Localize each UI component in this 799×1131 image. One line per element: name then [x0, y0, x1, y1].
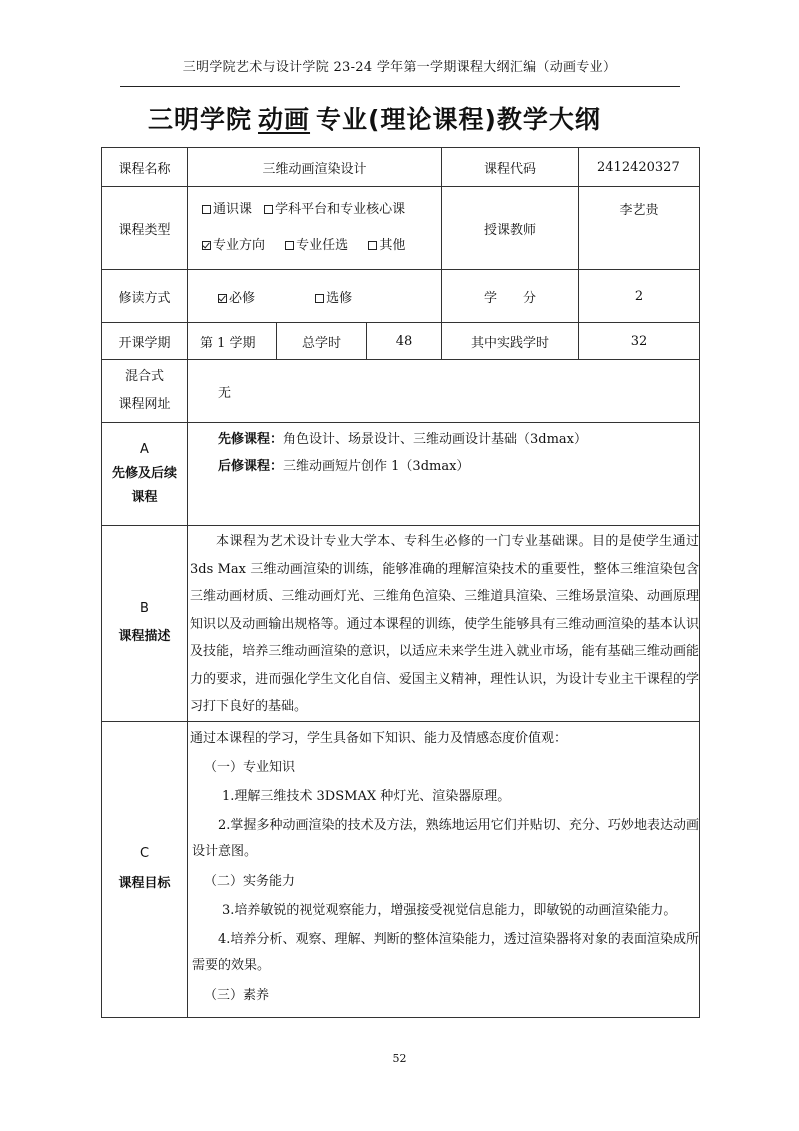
checkbox-icon [315, 294, 324, 303]
page-number: 52 [392, 1052, 407, 1065]
option-label: 其他 [379, 238, 406, 253]
section-a-title-line-1: 先修及后续 [111, 466, 177, 481]
hybrid-url-value: 无 [188, 360, 700, 423]
section-a-title-line-2: 课程 [131, 490, 158, 505]
goals-intro: 通过本课程的学习，学生具备如下知识、能力及情感态度价值观： [190, 730, 568, 746]
checked-box-icon [218, 294, 227, 303]
checked-box-icon [202, 241, 211, 250]
checkbox-icon [202, 205, 211, 214]
option-direction[interactable] [202, 238, 265, 253]
section-a-letter: A [140, 442, 149, 457]
post-course-line [218, 453, 699, 480]
checkbox-icon [368, 241, 377, 250]
option-label: 专业任选 [296, 238, 349, 253]
section-a-heading [102, 423, 188, 526]
row-course-name [102, 148, 700, 187]
checkbox-icon [264, 205, 273, 214]
study-mode-options [188, 270, 442, 323]
row-term [102, 323, 700, 360]
checkbox-icon [285, 241, 294, 250]
section-c-content [188, 721, 700, 1017]
option-other[interactable] [368, 238, 405, 253]
goal-1: 1.理解三维技术 3DSMAX 种灯光、渲染器原理。 [222, 788, 511, 804]
total-hours-label: 总学时 [277, 323, 367, 360]
option-label: 通识课 [213, 202, 253, 217]
running-header: 三明学院艺术与设计学院 23-24 学年第一学期课程大纲汇编（动画专业） [182, 60, 617, 75]
section-b-content [188, 526, 700, 722]
hybrid-label [102, 360, 188, 423]
option-optional[interactable] [315, 291, 352, 306]
section-a-row [102, 423, 700, 526]
teacher-label: 授课教师 [442, 187, 579, 270]
teacher-value: 李艺贵 [579, 187, 700, 270]
pre-course-value: 角色设计、场景设计、三维动画设计基础（3dmax） [283, 432, 588, 447]
syllabus-table [101, 147, 700, 1018]
goals-heading-practice: （二）实务能力 [204, 873, 296, 889]
section-c-heading [102, 721, 188, 1017]
option-elective[interactable] [285, 238, 348, 253]
title-prefix: 三明学院 [148, 105, 253, 134]
option-label: 选修 [326, 290, 353, 306]
credit-value: 2 [579, 270, 700, 323]
option-label: 学科平台和专业核心课 [275, 202, 406, 217]
hybrid-label-line-1: 混合式 [124, 369, 164, 384]
goal-4: 4.培养分析、观察、理解、判断的整体渲染能力，透过渲染器将对象的表面渲染成所需要的效果。 [192, 931, 700, 973]
course-name-value: 三维动画渲染设计 [188, 148, 442, 187]
course-type-label: 课程类型 [102, 187, 188, 270]
section-b-row [102, 526, 700, 722]
type-line-1 [202, 192, 441, 228]
pre-course-label: 先修课程： [218, 432, 284, 447]
post-course-value: 三维动画短片创作 1（3dmax） [283, 459, 470, 474]
option-label: 必修 [229, 290, 256, 306]
study-mode-label: 修读方式 [102, 270, 188, 323]
term-label: 开课学期 [102, 323, 188, 360]
course-code-value: 2412420327 [579, 148, 700, 187]
section-b-title: 课程描述 [118, 629, 171, 645]
option-general[interactable] [202, 202, 252, 217]
hybrid-label-line-2: 课程网址 [118, 397, 171, 412]
credit-label: 学 分 [442, 270, 579, 323]
section-c-letter: C [139, 846, 150, 861]
goal-2: 2.掌握多种动画渲染的技术及方法，熟练地运用它们并贴切、充分、巧妙地表达动画设计意图。 [192, 817, 700, 859]
row-course-type [102, 187, 700, 270]
section-c-row [102, 721, 700, 1017]
practice-hours-label: 其中实践学时 [442, 323, 579, 360]
title-suffix: 专业(理论课程)教学大纲 [316, 105, 601, 134]
row-study-mode [102, 270, 700, 323]
practice-hours-value: 32 [579, 323, 700, 360]
section-b-letter: B [140, 601, 149, 617]
course-description-text: 本课程为艺术设计专业大学本、专科生必修的一门专业基础课。目的是使学生通过 3ds Max 三维动画渲染的训练，能够准确的理解渲染技术的重要性，整体三维渲染包含三维动画材质、三维动画灯光、三维角色渲染、三维道具渲染、三维场景渲染、动画原理知识以及动画输出规格等。通过本课程的训练，使学生能够具有三维动画渲染的基本认识及技能，培养三维动画渲染的意识，以适应未来学生进入就业市场，能有基础三维动画能力的要求，进而强化学生文化自信、爱国主义精神，理性认识，为设计专业主干课程的学习打下良好的基础。 [190, 534, 700, 714]
total-hours-value: 48 [367, 323, 442, 360]
row-hybrid-url [102, 360, 700, 423]
option-label: 专业方向 [213, 238, 266, 253]
section-b-heading [102, 526, 188, 722]
pre-course-line [218, 426, 699, 453]
course-code-label: 课程代码 [442, 148, 579, 187]
course-name-label: 课程名称 [102, 148, 188, 187]
section-a-content [188, 423, 700, 526]
document-title [148, 100, 601, 136]
title-major: 动画 [258, 105, 311, 134]
course-type-options [188, 187, 442, 270]
header-rule [120, 86, 680, 87]
section-c-title: 课程目标 [118, 876, 171, 891]
post-course-label: 后修课程： [218, 459, 284, 474]
option-core[interactable] [264, 202, 405, 217]
term-value: 第 1 学期 [188, 323, 277, 360]
option-required[interactable] [218, 291, 255, 306]
goals-heading-knowledge: （一）专业知识 [204, 759, 296, 775]
goal-3: 3.培养敏锐的视觉观察能力，增强接受视觉信息能力，即敏锐的动画渲染能力。 [222, 902, 677, 918]
type-line-2 [202, 228, 441, 264]
goals-heading-literacy: （三）素养 [204, 987, 270, 1003]
